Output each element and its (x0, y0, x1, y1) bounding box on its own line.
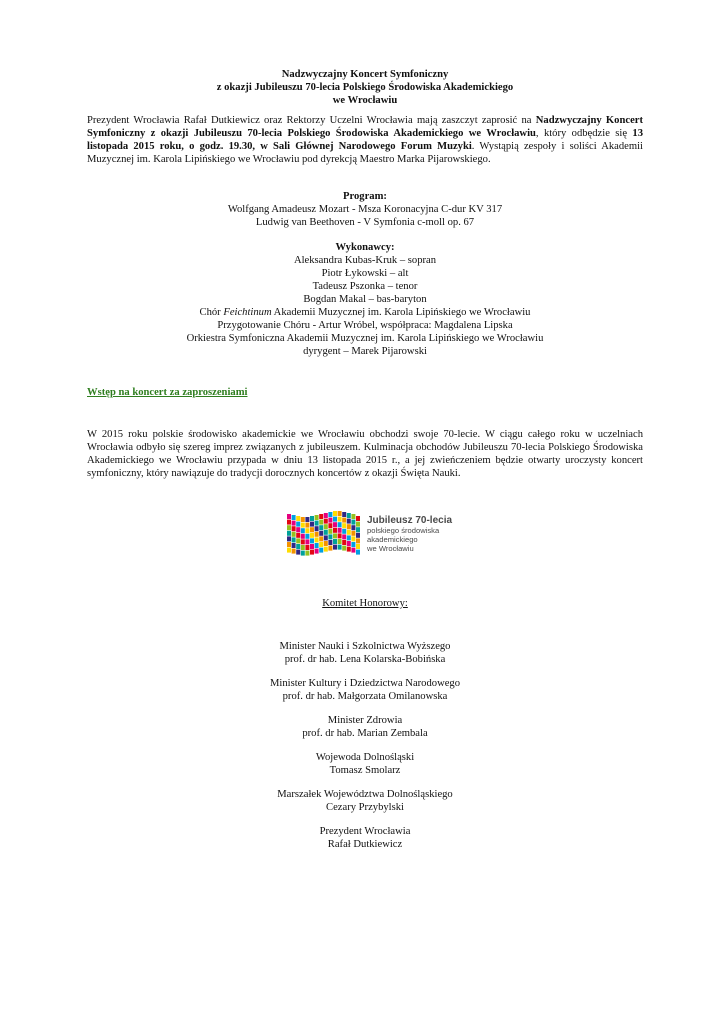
logo-mosaic-tile (319, 548, 323, 553)
logo-mosaic-tile (305, 534, 309, 539)
choir-line (87, 306, 643, 319)
committee-member (87, 788, 643, 814)
title-line-2: z okazji Jubileuszu 70-lecia Polskiego Środowiska Akademickiego (216, 82, 514, 93)
logo-mosaic-tile (347, 524, 351, 529)
logo-mosaic-tile (351, 514, 355, 519)
performers-heading: Wykonawcy: (335, 242, 395, 253)
logo-mosaic-tile (324, 535, 328, 540)
logo-mosaic-tile (328, 534, 332, 539)
logo-mosaic-tile (351, 536, 355, 541)
logo-mosaic-tile (305, 551, 309, 556)
logo-mosaic-tile (310, 550, 314, 555)
choir-post: Akademii Muzycznej im. Karola Lipińskiego we Wrocławiu (271, 307, 531, 318)
logo-mosaic-tile (296, 550, 300, 555)
logo-mosaic-tile (310, 538, 314, 543)
logo-mosaic-tile (287, 514, 291, 519)
logo-mosaic-tile (305, 539, 309, 544)
logo-mosaic-tile (296, 522, 300, 527)
performer-item: Tadeusz Pszonka – tenor (312, 281, 418, 292)
logo-mosaic-tile (342, 534, 346, 539)
logo-mosaic-tile (315, 537, 319, 542)
member-role: Minister Zdrowia (327, 715, 403, 726)
committee-member (87, 640, 643, 666)
jubilee-logo (287, 508, 457, 560)
logo-mosaic-tile (315, 549, 319, 554)
committee-member (87, 714, 643, 740)
logo-mosaic-tile (301, 551, 305, 556)
performer-item: Orkiestra Symfoniczna Akademii Muzycznej im. Karola Lipińskiego we Wrocławiu (186, 333, 544, 344)
title-line-1: Nadzwyczajny Koncert Symfoniczny (281, 69, 449, 80)
logo-mosaic-tile (315, 543, 319, 548)
logo-mosaic-tile (333, 545, 337, 550)
history-paragraph: W 2015 roku polskie środowisko akademickie we Wrocławiu obchodzi swoje 70-lecie. W ciągu całego roku w uczelniach Wrocławia odbyło się szereg imprez związanych z jubileuszem. Kulminacja obchodów Jubileuszu 70-lecia Polskiego Środowiska Akademickiego we Wrocławiu przypada w dniu 13 listopada 2015 r., a jej zwieńczeniem będzie otwarty uroczysty koncert symfoniczny, który nawiązuje do tradycji dorocznych koncertów z okazji Święta Nauki. (87, 429, 643, 479)
committee-list (87, 640, 643, 862)
logo-mosaic-tile (338, 539, 342, 544)
performer-item: Przygotowanie Chóru - Artur Wróbel, współpraca: Magdalena Lipska (217, 320, 513, 331)
performers-section (87, 241, 643, 358)
intro-text-3: . Wystąpią zespoły i soliści Akademii Muzycznej im. Karola Lipińskiego we Wrocławiu pod dyrekcją Maestro Marka Pijarowskiego. (87, 141, 643, 165)
program-item: Wolfgang Amadeusz Mozart - Msza Koronacyjna C-dur KV 317 (227, 204, 503, 215)
logo-mosaic-tile (305, 523, 309, 528)
logo-mosaic-mark (287, 511, 360, 556)
logo-mosaic-tile (356, 522, 360, 527)
logo-mosaic-tile (287, 520, 291, 525)
logo-line-4: we Wrocławiu (367, 544, 414, 553)
logo-mosaic-tile (292, 549, 296, 554)
member-name: prof. dr hab. Marian Zembala (302, 728, 428, 739)
logo-mosaic-tile (333, 511, 337, 516)
program-heading: Program: (343, 191, 387, 202)
logo-mosaic-tile (351, 531, 355, 536)
logo-mosaic-tile (338, 522, 342, 527)
logo-mosaic-tile (292, 515, 296, 520)
logo-mosaic-tile (328, 546, 332, 551)
logo-mosaic-tile (328, 523, 332, 528)
entry-by-invitation-note: Wstęp na koncert za zaproszeniami (87, 387, 248, 398)
logo-mosaic-tile (287, 548, 291, 553)
logo-mosaic-tile (296, 533, 300, 538)
document-title (87, 68, 643, 107)
member-name: prof. dr hab. Lena Kolarska-Bobińska (284, 654, 446, 665)
member-role: Minister Nauki i Szkolnictwa Wyższego (279, 641, 451, 652)
logo-mosaic-tile (301, 534, 305, 539)
logo-mosaic-tile (328, 512, 332, 517)
logo-mosaic-tile (338, 528, 342, 533)
committee-member (87, 825, 643, 851)
logo-mosaic-tile (301, 523, 305, 528)
logo-mosaic-tile (347, 535, 351, 540)
logo-mosaic-tile (319, 531, 323, 536)
logo-mosaic-tile (319, 536, 323, 541)
logo-mosaic-tile (333, 539, 337, 544)
logo-mosaic-tile (338, 517, 342, 522)
committee-heading: Komitet Honorowy: (322, 598, 408, 609)
logo-mosaic-tile (342, 540, 346, 545)
logo-mosaic-tile (315, 526, 319, 531)
logo-mosaic-tile (347, 513, 351, 518)
logo-mosaic-tile (333, 522, 337, 527)
logo-mosaic-tile (338, 533, 342, 538)
member-role: Wojewoda Dolnośląski (315, 752, 415, 763)
logo-mosaic-tile (310, 527, 314, 532)
logo-mosaic-tile (342, 523, 346, 528)
choir-name: Feichtinum (223, 307, 272, 318)
logo-mosaic-tile (333, 517, 337, 522)
logo-mosaic-tile (328, 518, 332, 523)
logo-mosaic-tile (356, 538, 360, 543)
logo-mosaic-tile (305, 528, 309, 533)
logo-mosaic-tile (305, 545, 309, 550)
logo-mosaic-tile (310, 522, 314, 527)
logo-mosaic-tile (310, 533, 314, 538)
logo-mosaic-tile (324, 513, 328, 518)
member-name: Tomasz Smolarz (329, 765, 401, 776)
logo-mosaic-tile (301, 517, 305, 522)
logo-mosaic-tile (301, 528, 305, 533)
logo-line-1: Jubileusz 70-lecia (367, 515, 453, 526)
logo-mosaic-tile (351, 542, 355, 547)
member-name: prof. dr hab. Małgorzata Omilanowska (282, 691, 448, 702)
logo-mosaic-tile (324, 524, 328, 529)
logo-mosaic-tile (324, 530, 328, 535)
logo-mosaic-tile (292, 532, 296, 537)
logo-mosaic-tile (315, 532, 319, 537)
logo-mosaic-tile (287, 525, 291, 530)
logo-mosaic-tile (287, 542, 291, 547)
logo-mosaic-tile (287, 531, 291, 536)
logo-mosaic-tile (319, 520, 323, 525)
logo-mosaic-tile (315, 515, 319, 520)
logo-line-2: polskiego środowiska (367, 526, 440, 535)
logo-mosaic-tile (338, 545, 342, 550)
member-role: Marszałek Województwa Dolnośląskiego (277, 789, 453, 800)
logo-line-3: akademickiego (367, 535, 418, 544)
intro-text-2: , który odbędzie się (535, 128, 633, 139)
performer-item: Aleksandra Kubas-Kruk – sopran (293, 255, 437, 266)
logo-mosaic-tile (351, 525, 355, 530)
logo-mosaic-tile (347, 530, 351, 535)
logo-mosaic-tile (347, 519, 351, 524)
logo-mosaic-tile (310, 544, 314, 549)
logo-mosaic-tile (351, 548, 355, 553)
logo-mosaic-tile (333, 528, 337, 533)
logo-mosaic-tile (319, 542, 323, 547)
logo-mosaic-tile (342, 518, 346, 523)
logo-mosaic-tile (342, 529, 346, 534)
intro-text-1: Prezydent Wrocławia Rafał Dutkiewicz oraz Rektorzy Uczelni Wrocławia mają zaszczyt zaprosić na (87, 115, 536, 126)
logo-mosaic-tile (292, 537, 296, 542)
intro-bold-concert: Nadzwyczajny Koncert Symfoniczny z okazji Jubileuszu 70-lecia Polskiego Środowiska Akademickiego we Wrocławiu (87, 115, 643, 139)
logo-mosaic-tile (319, 525, 323, 530)
logo-mosaic-tile (292, 526, 296, 531)
member-role: Minister Kultury i Dziedzictwa Narodowego (269, 678, 461, 689)
logo-mosaic-tile (328, 529, 332, 534)
title-line-3: we Wrocławiu (332, 95, 398, 106)
member-name: Rafał Dutkiewicz (327, 839, 403, 850)
member-name: Cezary Przybylski (326, 802, 404, 813)
logo-mosaic-tile (356, 516, 360, 521)
logo-mosaic-tile (347, 547, 351, 552)
logo-mosaic-tile (356, 544, 360, 549)
logo-mosaic-tile (333, 533, 337, 538)
logo-mosaic-tile (356, 533, 360, 538)
choir-pre: Chór (199, 307, 224, 318)
member-role: Prezydent Wrocławia (319, 826, 411, 837)
logo-mosaic-tile (292, 543, 296, 548)
logo-mosaic-tile (296, 538, 300, 543)
logo-mosaic-tile (347, 541, 351, 546)
performer-item: Bogdan Makal – bas-baryton (303, 294, 427, 305)
logo-mosaic-tile (324, 541, 328, 546)
logo-mosaic-tile (315, 521, 319, 526)
logo-mosaic-tile (319, 514, 323, 519)
logo-mosaic-tile (287, 536, 291, 541)
logo-mosaic-tile (324, 519, 328, 524)
logo-mosaic-tile (351, 520, 355, 525)
logo-mosaic-tile (356, 527, 360, 532)
performer-item: dyrygent – Marek Pijarowski (303, 346, 427, 357)
logo-mosaic-tile (338, 511, 342, 516)
intro-bold-date: 13 listopada 2015 roku, o godz. 19.30, w Sali Głównej Narodowego Forum Muzyki (87, 128, 643, 152)
logo-mosaic-tile (305, 517, 309, 522)
logo-mosaic-tile (310, 516, 314, 521)
logo-mosaic-tile (342, 512, 346, 517)
performer-item: Piotr Łykowski – alt (321, 268, 409, 279)
logo-mosaic-tile (292, 521, 296, 526)
logo-mosaic-tile (301, 539, 305, 544)
logo-mosaic-tile (356, 550, 360, 555)
program-item: Ludwig van Beethoven - V Symfonia c-moll op. 67 (255, 217, 475, 228)
intro-paragraph (87, 114, 643, 166)
logo-mosaic-tile (296, 544, 300, 549)
logo-mosaic-tile (324, 547, 328, 552)
logo-mosaic-tile (296, 527, 300, 532)
logo-mosaic-tile (342, 546, 346, 551)
logo-mosaic-tile (328, 540, 332, 545)
committee-member (87, 677, 643, 703)
logo-mosaic-tile (301, 545, 305, 550)
committee-member (87, 751, 643, 777)
program-section (87, 190, 643, 229)
logo-mosaic-tile (296, 516, 300, 521)
